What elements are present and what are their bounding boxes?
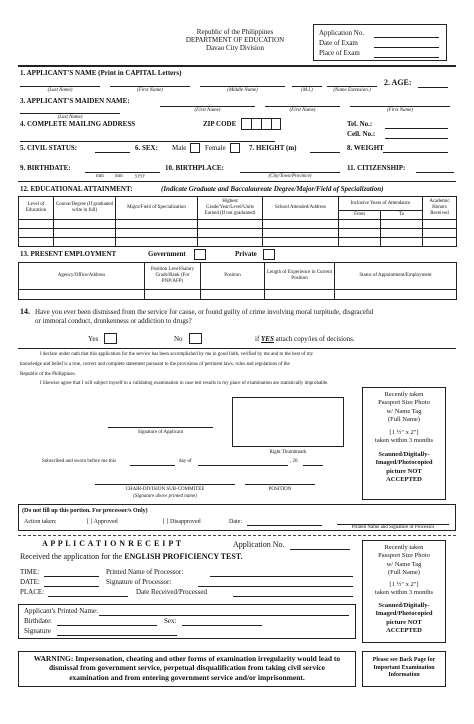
edu-header-honors: Academic Honors Received <box>423 197 457 220</box>
receipt-place-field[interactable] <box>48 596 128 597</box>
q14-text-1: Have you ever been dismissed from the service for cause, or found guilty of crime involving moral turpitude, disgraceful <box>35 308 374 316</box>
processor-date-label: Date: <box>229 519 242 525</box>
warning-box <box>18 651 356 687</box>
photo-line: [1 ½" x 2"] <box>389 428 419 436</box>
receipt-app-no-field[interactable] <box>290 549 350 550</box>
middle-name-field[interactable] <box>200 86 285 87</box>
header-republic: Republic of the Philippines <box>196 28 274 36</box>
applicant-signature-label: Signature of Applicant <box>137 430 184 435</box>
emp-header-agency: Agency/Office/Address <box>19 263 145 290</box>
backpage-line: Please see Back Page for <box>372 657 436 663</box>
table-row[interactable] <box>19 290 457 300</box>
maiden-middle-field[interactable] <box>265 106 340 107</box>
private-checkbox[interactable] <box>263 249 275 260</box>
sub-mm-1: mm <box>96 174 104 179</box>
photo-line: [1 ½" x 2"] <box>389 580 419 588</box>
edu-header-inclusive-years: Inclusive Years of Attendance <box>339 197 423 211</box>
sub-maiden-ext: (First Name) <box>387 108 413 113</box>
birthplace-field[interactable] <box>240 172 340 173</box>
divider <box>18 181 456 182</box>
last-name-field[interactable] <box>20 86 100 87</box>
receipt-printed-field[interactable] <box>210 576 353 577</box>
photo-line: w/ Name Tag <box>386 407 422 415</box>
receipt-sigproc-field[interactable] <box>198 586 353 587</box>
declaration-line-2: knowledge and belief is a true, correct and complete statement pursuant to the provisions of pertinent laws, rules and regulations of the <box>20 362 290 367</box>
education-table <box>18 196 457 247</box>
age-field[interactable] <box>418 87 448 88</box>
no-checkbox[interactable] <box>189 333 202 344</box>
photo-warning-line: Imaged/Photocopied <box>375 459 433 467</box>
year-text: , 20 <box>290 459 298 464</box>
tel-label: Tel. No.: <box>347 120 373 128</box>
warning-line: WARNING: Impersonation, cheating and other forms of examination irregularity would lead to <box>33 654 341 663</box>
emp-header-length: Length of Experience in Current Position <box>265 263 335 290</box>
q13-label: 13. PRESENT EMPLOYMENT <box>20 250 117 258</box>
table-row[interactable] <box>19 229 457 238</box>
q9-label: 9. BIRTHDATE: <box>20 164 71 172</box>
receipt-birthdate-field[interactable] <box>57 625 157 626</box>
approved-option[interactable]: [ ] Approved <box>87 519 118 525</box>
emp-header-position: Position <box>201 263 265 290</box>
maiden-ext-field[interactable] <box>350 106 450 107</box>
processor-box <box>18 504 456 531</box>
date-exam-label: Date of Exam <box>319 39 358 47</box>
applicant-receipt-box <box>18 604 356 639</box>
q14-text-2: or immoral conduct, drunkenness or addiction to drugs? <box>35 317 192 325</box>
edu-header-from: From <box>339 211 381 220</box>
day-of-text: day of <box>179 459 192 464</box>
sub-last-name: (Last Name) <box>47 88 73 93</box>
height-field[interactable] <box>310 152 340 153</box>
sub-first-name: (First Name) <box>137 88 163 93</box>
app-no-label: Application No. <box>319 29 365 37</box>
maiden-first-field[interactable] <box>160 106 255 107</box>
photo-warning-line: ACCEPTED <box>386 626 422 634</box>
place-exam-label: Place of Exam <box>319 49 360 57</box>
application-info-box <box>313 24 447 61</box>
q5-label: 5. CIVIL STATUS: <box>20 144 78 152</box>
applicant-name-field[interactable] <box>99 615 349 616</box>
private-label: Private <box>235 250 257 258</box>
q7-label: 7. HEIGHT (m) <box>249 144 297 152</box>
declaration-line-3: Republic of the Philippines. <box>20 372 76 377</box>
photo-line: w/ Name Tag <box>386 560 422 568</box>
sworn-month-field[interactable] <box>198 465 288 466</box>
photo-warning-line: picture NOT <box>386 467 422 475</box>
q12-note: (Indicate Graduate and Baccalaureate Degree/Major/Field of Specialization) <box>161 185 384 193</box>
photo-line: Recently taken <box>384 544 424 551</box>
q14-number: 14. <box>20 307 30 316</box>
q2-label: 2. AGE: <box>384 78 412 87</box>
receipt-received-text: Received the application for the ENGLISH PROFICIENCY TEST. <box>20 552 243 561</box>
receipt-printed-label: Printed Name of Processor: <box>106 568 184 576</box>
photo-line: taken within 3 months <box>375 589 433 597</box>
action-taken-label: Action taken: <box>24 519 57 525</box>
processor-title: (Do not fill up this portion. For processor/s Only) <box>22 508 148 514</box>
sub-maiden-middle: (First Name) <box>289 108 316 113</box>
mailing-address-line-2[interactable] <box>20 141 275 142</box>
q1-label: 1. APPLICANT'S NAME (Print in CAPITAL Letters) <box>20 69 182 77</box>
edu-header-course: Course/Degree (If graduated write in full) <box>54 197 116 220</box>
backpage-line: Information <box>388 672 420 678</box>
right-thumbmark-box[interactable] <box>232 397 344 447</box>
date-exam-field[interactable] <box>374 47 439 48</box>
sub-maiden-first: (First Name) <box>194 108 221 113</box>
photo-warning-line: ACCEPTED <box>386 475 422 483</box>
q3-label: 3. APPLICANT'S MAIDEN NAME: <box>20 97 130 105</box>
yes-label: Yes <box>88 335 99 343</box>
edu-header-school: School Attended/Address <box>263 197 339 220</box>
emp-header-status: Status of Appointment/Employment <box>335 263 457 290</box>
mi-field[interactable] <box>292 86 322 87</box>
photo-box[interactable] <box>362 387 446 500</box>
photo-line: Recently taken <box>384 391 424 398</box>
photo-warning-line: Scanned/Digitally- <box>378 601 430 609</box>
sub-mi: (M.I.) <box>301 88 313 93</box>
name-extension-field[interactable] <box>327 86 377 87</box>
photo-line: Passport Size Photo <box>378 552 430 560</box>
declaration-line-4: I likewise agree that I will subject myself to a validating examination in case test results in my place of examination are statistically improbable. <box>40 381 329 386</box>
q12-label: 12. EDUCATIONAL ATTAINMENT: <box>20 185 133 193</box>
zip-code-boxes[interactable] <box>241 118 281 130</box>
male-label: Male <box>172 144 187 152</box>
q8-label: 8. WEIGHT <box>347 144 384 152</box>
male-checkbox[interactable] <box>190 143 200 153</box>
yes-checkbox[interactable] <box>104 333 117 344</box>
receipt-sex-field[interactable] <box>182 625 262 626</box>
table-row[interactable] <box>19 238 457 247</box>
applicant-name-label: Applicant's Printed Name: <box>24 607 98 615</box>
female-label: Female <box>205 144 226 152</box>
chair-sublabel: (Signature above printed name) <box>133 494 197 499</box>
receipt-place-label: PLACE: <box>20 588 45 596</box>
declaration-line-1: I declare under oath that this application for the service has been accomplished by me in good faith, verified by me and to the best of my <box>40 352 314 357</box>
zip-label: ZIP CODE <box>203 120 237 128</box>
receipt-signature-label: Signature <box>24 627 51 635</box>
divider <box>18 65 456 67</box>
edu-header-major: Major/Field of Specialization <box>116 197 198 220</box>
receipt-date-field[interactable] <box>44 586 99 587</box>
receipt-daterec-label: Date Received/Processed <box>136 588 207 596</box>
photo-warning-line: Imaged/Photocopied <box>375 610 433 618</box>
edu-header-to: To <box>381 211 423 220</box>
photo-line: Passport Size Photo <box>378 399 430 407</box>
right-thumbmark-label: Right Thumbmark <box>269 450 307 455</box>
sworn-year-field[interactable] <box>303 465 323 466</box>
female-checkbox[interactable] <box>230 143 240 153</box>
cel-field[interactable] <box>385 138 448 139</box>
government-checkbox[interactable] <box>194 249 206 260</box>
position-line[interactable] <box>245 484 315 485</box>
receipt-sigproc-label: Signature of Processor: <box>106 578 172 586</box>
q6-label: 6. SEX: <box>135 144 158 152</box>
q10-label: 10. BIRTHPLACE: <box>165 164 224 172</box>
disapproved-option[interactable]: [ ] Disapproved <box>163 519 201 525</box>
sub-birthplace: (City/Town/Province) <box>268 174 312 179</box>
government-label: Government <box>148 250 186 258</box>
receipt-signature-field[interactable] <box>57 635 177 636</box>
civil-status-field[interactable] <box>95 152 130 153</box>
sub-maiden-last: (Last Name) <box>57 115 83 120</box>
place-exam-field[interactable] <box>374 57 439 58</box>
first-name-field[interactable] <box>110 86 190 87</box>
sub-yyyy: yyyy <box>135 174 145 179</box>
citizenship-field[interactable] <box>416 172 454 173</box>
sworn-day-field[interactable] <box>130 465 175 466</box>
receipt-daterec-field[interactable] <box>233 596 353 597</box>
header-division: Davao City Division <box>206 44 264 52</box>
edu-header-highest-grade: Highest Grade/Year/Level/Units Earned (If not graduated) <box>198 197 263 220</box>
cel-label: Cell. No.: <box>347 130 376 138</box>
processor-date-field[interactable] <box>247 525 322 526</box>
position-label: POSITION <box>268 487 292 492</box>
sub-middle-name: (Middle Name) <box>227 88 258 93</box>
photo-warning-line: Scanned/Digitally- <box>378 450 430 458</box>
q11-label: 11. CITIZENSHIP: <box>347 164 406 172</box>
sworn-text: Subscribed and sworn before me this <box>42 459 117 464</box>
receipt-title: A P P L I C A T I O N R E C E I P T <box>42 539 182 548</box>
receipt-date-label: DATE: <box>20 578 40 586</box>
sub-name-extension: (Name Extension.) <box>333 88 371 93</box>
processor-signature-label: Printed Name and Signature of Processor <box>351 525 435 530</box>
table-row[interactable] <box>19 220 457 229</box>
divider <box>18 348 456 349</box>
receipt-time-field[interactable] <box>44 576 99 577</box>
photo-warning-line: picture NOT <box>386 618 422 626</box>
receipt-app-no-label: Application No. <box>233 540 285 549</box>
chair-signature-line[interactable] <box>95 484 235 485</box>
photo-line: taken within 3 months <box>375 437 433 445</box>
birthdate-label: Birthdate: <box>24 617 52 625</box>
cut-line <box>18 535 456 536</box>
header-deped: DEPARTMENT OF EDUCATION <box>185 36 285 44</box>
backpage-line: Important Examination <box>373 664 435 671</box>
photo-box[interactable] <box>362 540 446 643</box>
backpage-box <box>362 651 446 687</box>
birthdate-field[interactable] <box>85 172 160 173</box>
q4-label: 4. COMPLETE MAILING ADDRESS <box>20 120 136 128</box>
no-label: No <box>174 335 183 343</box>
weight-field[interactable] <box>383 152 448 153</box>
warning-line: dismissal from government service, perpetual disqualification from taking civil service <box>49 663 325 673</box>
chair-label: CHAIR-DIVISION SUB-COMMITEE <box>125 487 205 492</box>
q14-if-yes: YES <box>261 335 274 343</box>
warning-line: examination and from entering government service and/or imprisonment. <box>69 672 305 682</box>
applicant-signature-line[interactable] <box>108 427 213 428</box>
photo-line: (Full Name) <box>388 416 420 424</box>
receipt-sex-label: Sex: <box>164 617 177 625</box>
edu-header-level: Level of Education <box>19 197 54 220</box>
employment-table <box>18 262 457 300</box>
maiden-last-field[interactable] <box>20 113 120 114</box>
app-no-field[interactable] <box>374 37 439 38</box>
q14-if-text: if YES attach copy/ies of decisions. <box>255 335 355 343</box>
photo-line: (Full Name) <box>388 569 420 577</box>
tel-field[interactable] <box>385 128 448 129</box>
sub-mm-2: mm <box>115 174 123 179</box>
receipt-time-label: TIME: <box>20 568 40 576</box>
emp-header-level: Position Level/Salary Grade/Rank (For PNP/AFP) <box>145 263 201 290</box>
